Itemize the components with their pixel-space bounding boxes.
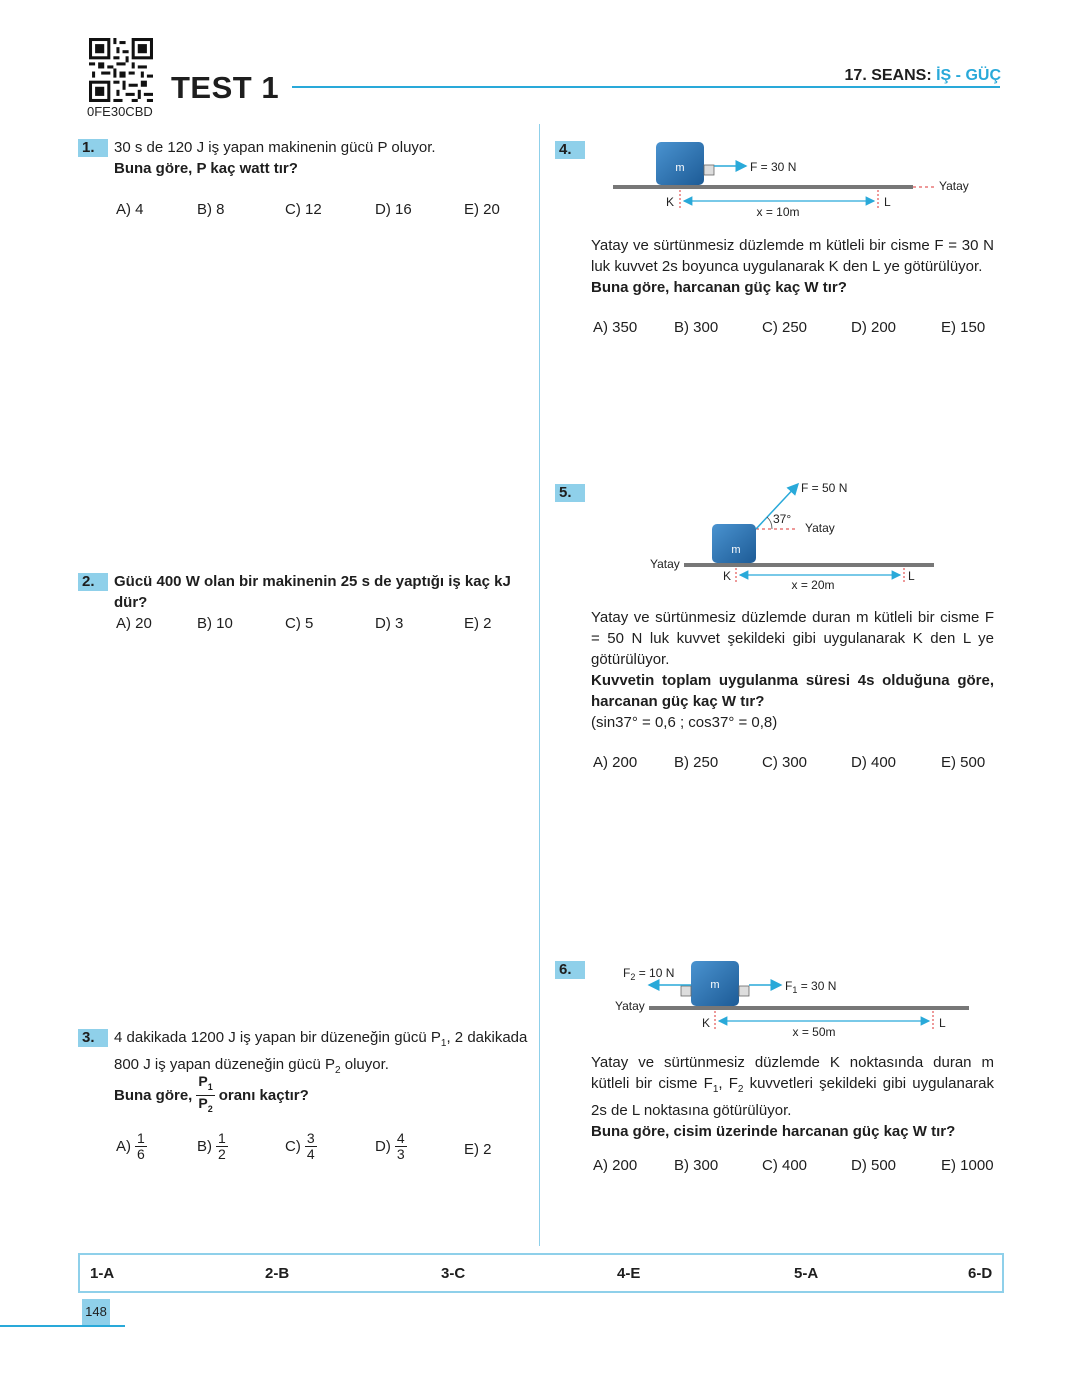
- option-d[interactable]: D) 400: [851, 754, 897, 771]
- right-hook: [739, 986, 749, 996]
- distance-label: x = 20m: [791, 578, 835, 592]
- left-hook: [681, 986, 691, 996]
- answer-key-item: 4-E: [617, 1265, 641, 1282]
- question-number: 4.: [555, 141, 585, 159]
- angle-arc: [767, 517, 772, 529]
- option-b[interactable]: B) 250: [674, 754, 719, 771]
- question-3-text: [114, 1027, 534, 1081]
- question-4-ask: Buna göre, harcanan güç kaç W tır?: [591, 279, 847, 296]
- mass-label: m: [675, 162, 685, 174]
- question-3-ask: Buna göre, $\frac{P_1}{P_2}$ oranı kaçtır?: [114, 1074, 309, 1117]
- force-label: F = 50 N: [801, 481, 848, 495]
- ground-line: [649, 1006, 969, 1010]
- question-6-figure: [605, 957, 985, 1045]
- option-e[interactable]: E) 2: [464, 1141, 492, 1158]
- option-a[interactable]: A) 200: [593, 754, 638, 771]
- option-b[interactable]: B) 8: [197, 201, 225, 218]
- session-label: 17. SEANS:: [844, 67, 932, 84]
- question-1-ask: Buna göre, P kaç watt tır?: [114, 160, 298, 177]
- question-4-text: Yatay ve sürtünmesiz düzlemde m kütleli bir cisme F = 30 N luk kuvvet 2s boyunca uygulanarak K den L ye götürülüyor. Buna göre, harcanan güç kaç W tır?: [591, 237, 994, 296]
- option-c[interactable]: C) $\frac{3}{4}$: [285, 1130, 315, 1162]
- option-d[interactable]: D) 3: [375, 615, 404, 632]
- point-l: L: [908, 569, 915, 583]
- header-rule: [292, 86, 1000, 88]
- option-d[interactable]: D) $\frac{4}{3}$: [375, 1130, 405, 1162]
- option-e[interactable]: E) 150: [941, 319, 986, 336]
- session-topic: İŞ - GÜÇ: [936, 67, 1001, 84]
- option-d[interactable]: D) 500: [851, 1157, 897, 1174]
- question-number: 5.: [555, 484, 585, 502]
- question-number: 6.: [555, 961, 585, 979]
- distance-label: x = 50m: [792, 1025, 836, 1039]
- question-1-line: 30 s de 120 J iş yapan makinenin gücü P oluyor.: [114, 139, 436, 156]
- angle-label: 37°: [773, 512, 792, 526]
- surface-label: Yatay: [650, 557, 680, 571]
- option-b[interactable]: B) 300: [674, 319, 719, 336]
- option-c[interactable]: C) 12: [285, 201, 322, 218]
- footer-rule: [0, 1325, 125, 1327]
- question-1-text: [114, 137, 534, 179]
- question-3-line-1: 4 dakikada 1200 J iş yapan bir düzeneğin gücü $P_1$, 2 dakikada: [114, 1029, 528, 1049]
- option-a[interactable]: A) 200: [593, 1157, 638, 1174]
- force-1-label: $F_1 = 30$ N: [785, 979, 837, 995]
- column-divider: [539, 124, 540, 1246]
- point-l: L: [884, 195, 891, 209]
- ref-label: Yatay: [805, 521, 835, 535]
- force-label: F = 30 N: [750, 160, 797, 174]
- answer-key-item: 5-A: [794, 1265, 819, 1282]
- distance-label: x = 10m: [756, 205, 800, 219]
- option-e[interactable]: E) 500: [941, 754, 986, 771]
- question-5-figure: [640, 476, 960, 594]
- question-4-figure: [600, 138, 1000, 228]
- ground-line: [613, 185, 913, 189]
- option-b[interactable]: B) 300: [674, 1157, 719, 1174]
- question-5-ask: Kuvvetin toplam uygulanma süresi 4s olduğuna göre, harcanan güç kaç W tır?: [591, 672, 994, 710]
- session-title: [845, 67, 1001, 85]
- point-k: K: [702, 1016, 711, 1030]
- qr-code-label: 0FE30CBD: [87, 104, 153, 119]
- option-d[interactable]: D) 200: [851, 319, 897, 336]
- point-l: L: [939, 1016, 946, 1030]
- option-a[interactable]: A) 4: [116, 201, 144, 218]
- option-b[interactable]: B) 10: [197, 615, 233, 632]
- answer-key-item: 3-C: [441, 1265, 466, 1282]
- question-5-note: (sin37° = 0,6 ; cos37° = 0,8): [591, 714, 778, 731]
- option-e[interactable]: E) 20: [464, 201, 500, 218]
- option-a[interactable]: A) 350: [593, 319, 638, 336]
- option-e[interactable]: E) 2: [464, 615, 492, 632]
- point-k: K: [666, 195, 675, 209]
- mass-label: m: [710, 979, 720, 991]
- qr-code-icon: [89, 38, 153, 102]
- surface-label: Yatay: [615, 999, 645, 1013]
- option-c[interactable]: C) 250: [762, 319, 808, 336]
- surface-label: Yatay: [939, 179, 969, 193]
- option-a[interactable]: A) 20: [116, 615, 152, 632]
- answer-key-item: 6-D: [968, 1265, 993, 1282]
- answer-key-item: 1-A: [90, 1265, 115, 1282]
- question-6-text: Yatay ve sürtünmesiz düzlemde K noktasında duran m kütleli bir cisme $F_1$, $F_2$ kuvvetleri şekildeki gibi uygulanarak 2s de L noktasına götürülüyor. Buna göre, cisim üzerinde harcanan güç kaç W tır?: [591, 1054, 995, 1140]
- question-6-ask: Buna göre, cisim üzerinde harcanan güç kaç W tır?: [591, 1123, 956, 1140]
- point-k: K: [723, 569, 732, 583]
- page-number: 148: [82, 1299, 110, 1325]
- option-a[interactable]: A) $\frac{1}{6}$: [116, 1130, 145, 1162]
- option-d[interactable]: D) 16: [375, 201, 412, 218]
- force-2-label: $F_2 = 10$ N: [623, 966, 675, 982]
- question-number: 2.: [78, 573, 108, 591]
- answer-key-box: [78, 1253, 1004, 1293]
- mass-label: m: [731, 544, 741, 556]
- ratio-fraction: $\frac{P_1}{P_2}$: [198, 1073, 213, 1114]
- question-number: 3.: [78, 1029, 108, 1047]
- test-title: TEST 1: [171, 70, 280, 105]
- question-2-text: Gücü 400 W olan bir makinenin 25 s de yaptığı iş kaç kJ dür?: [114, 573, 511, 611]
- question-5-text: Yatay ve sürtünmesiz düzlemde duran m kütleli bir cisme F = 50 N luk kuvvet şekildeki gibi uygulanarak K den L ye götürülüyor. Kuvvetin toplam uygulanma süresi 4s olduğuna göre, harcanan güç kaç W tır? (sin37° = 0,6 ; cos37° = 0,8): [591, 609, 994, 731]
- ground-line: [684, 563, 934, 567]
- question-3-line-2: 800 J iş yapan düzeneğin gücü $P_2$ oluyor.: [114, 1056, 389, 1076]
- question-number: 1.: [78, 139, 108, 157]
- answer-key-item: 2-B: [265, 1265, 290, 1282]
- option-c[interactable]: C) 400: [762, 1157, 808, 1174]
- option-b[interactable]: B) $\frac{1}{2}$: [197, 1130, 226, 1162]
- option-e[interactable]: E) 1000: [941, 1157, 994, 1174]
- option-c[interactable]: C) 300: [762, 754, 808, 771]
- hook: [704, 165, 714, 175]
- option-c[interactable]: C) 5: [285, 615, 314, 632]
